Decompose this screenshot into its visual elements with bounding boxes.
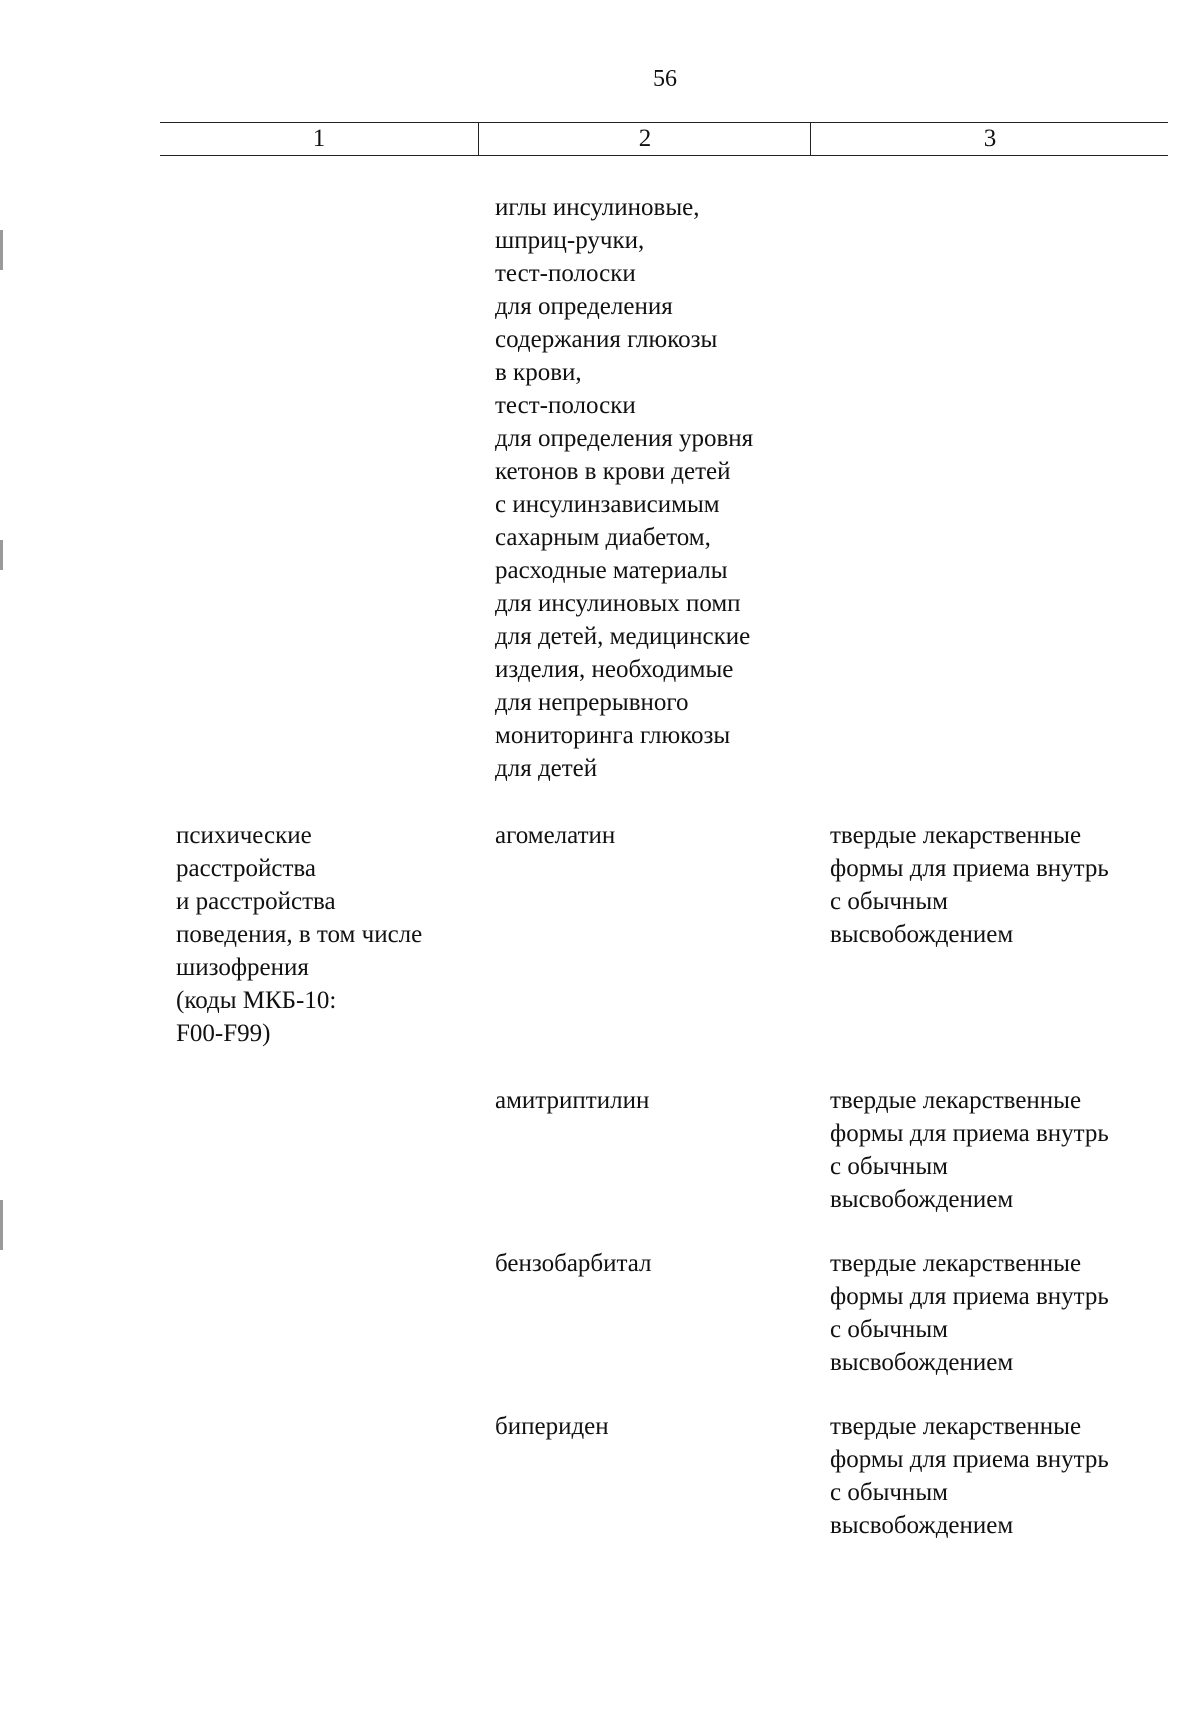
table-cell-drug-name: агомелатин bbox=[495, 822, 616, 849]
table-cell-drug-name: бипериден bbox=[495, 1413, 609, 1440]
column-header-3: 3 bbox=[810, 123, 1169, 155]
table-cell-medical-devices: иглы инсулиновые, шприц-ручки, тест-полоски для определения содержания глюкозы в крови, тест-полоски для определения уровня кетонов в крови детей с инсулинзависимым сахарным диабетом, расходные материалы для инсулиновых помп для детей, медицинские изделия, необходимые для непрерывного мониторинга глюкозы для детей bbox=[495, 194, 754, 782]
table-cell-dosage-form: твердые лекарственные формы для приема внутрь с обычным высвобождением bbox=[830, 1250, 1109, 1376]
table-cell-dosage-form: твердые лекарственные формы для приема внутрь с обычным высвобождением bbox=[830, 1087, 1109, 1213]
scan-edge-mark bbox=[0, 540, 3, 570]
table-cell-dosage-form: твердые лекарственные формы для приема внутрь с обычным высвобождением bbox=[830, 822, 1109, 948]
table-header bbox=[160, 122, 1168, 156]
column-header-1: 1 bbox=[312, 125, 326, 152]
table-cell-disease-category: психические расстройства и расстройства поведения, в том числе шизофрения (коды МКБ-10: F00-F99) bbox=[176, 822, 423, 1047]
table-cell-dosage-form: твердые лекарственные формы для приема внутрь с обычным высвобождением bbox=[830, 1413, 1109, 1539]
table-cell-drug-name: амитриптилин bbox=[495, 1087, 650, 1114]
table-cell-drug-name: бензобарбитал bbox=[495, 1250, 652, 1277]
scan-edge-mark bbox=[0, 1200, 3, 1250]
column-header-2: 2 bbox=[478, 123, 811, 155]
scan-edge-mark bbox=[0, 230, 3, 270]
page-number: 56 bbox=[653, 66, 677, 92]
